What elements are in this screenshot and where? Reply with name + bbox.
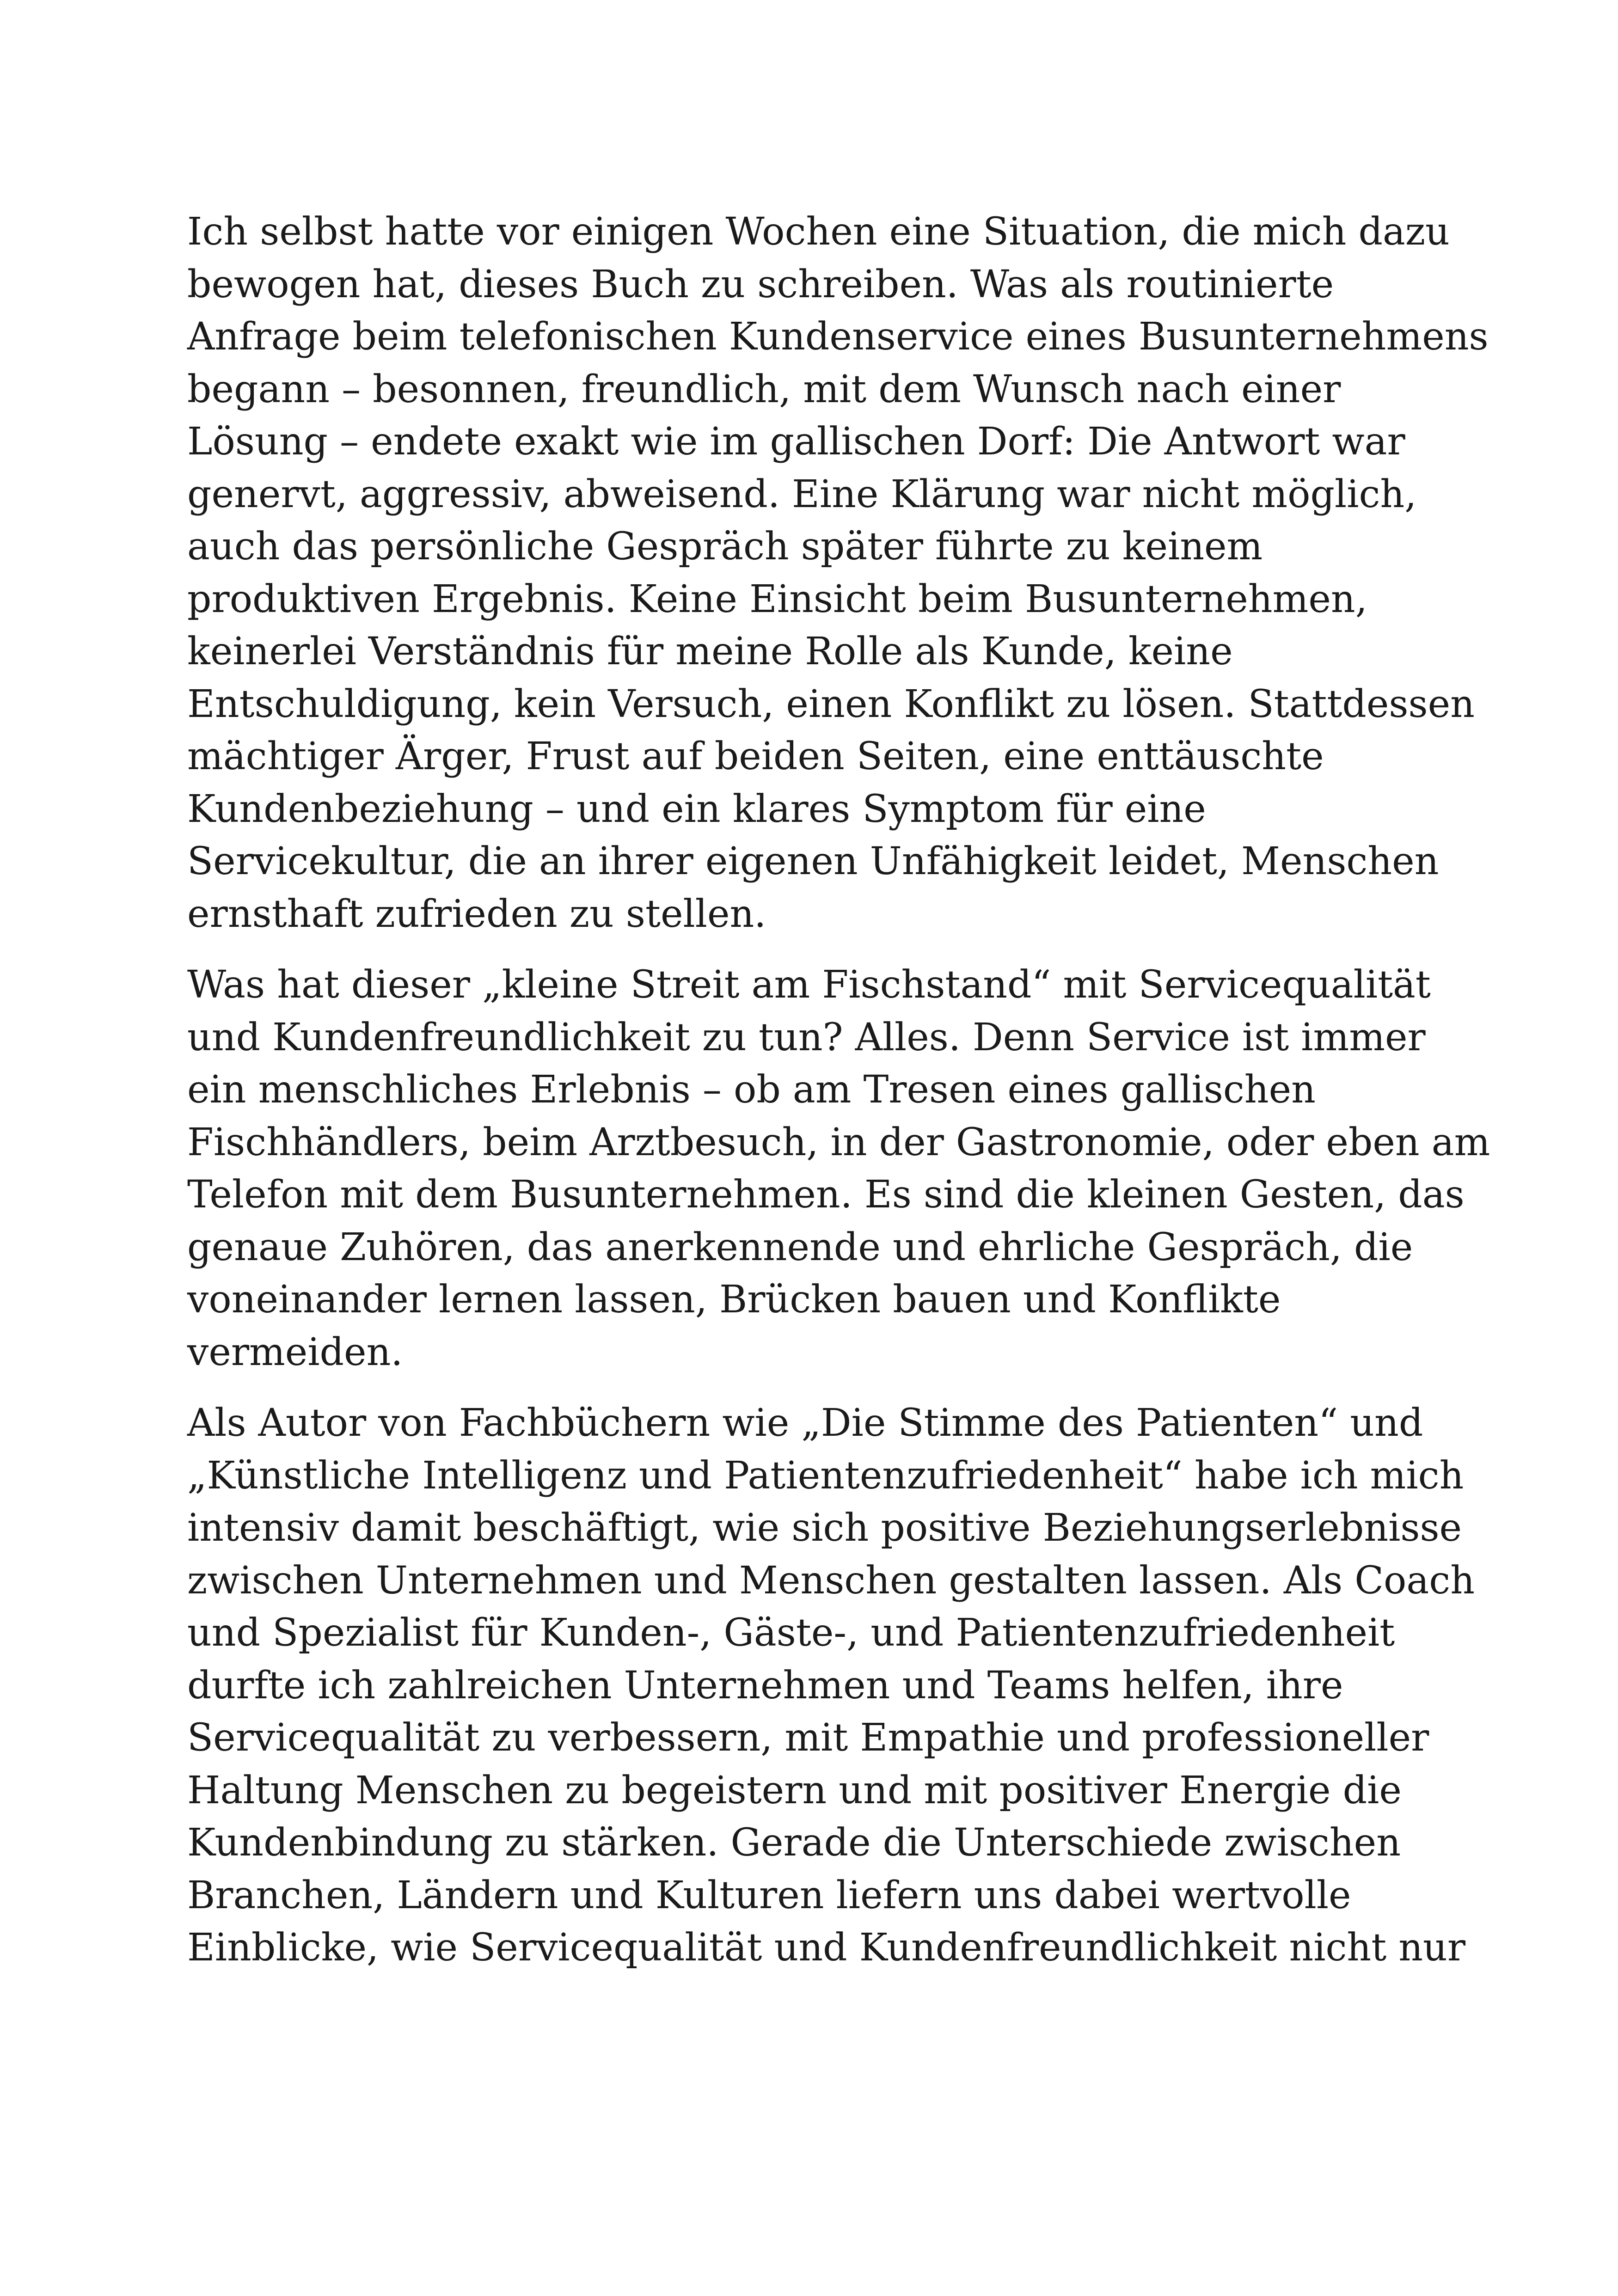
text-line: Telefon mit dem Busunternehmen. Es sind die kleinen Gesten, das bbox=[187, 1173, 1465, 1217]
text-line: mächtiger Ärger, Frust auf beiden Seiten, eine enttäuschte bbox=[187, 735, 1324, 778]
text-line: auch das persönliche Gespräch später führte zu keinem bbox=[187, 525, 1263, 569]
text-line: Haltung Menschen zu begeistern und mit positiver Energie die bbox=[187, 1768, 1402, 1812]
text-line: ernsthaft zufrieden zu stellen. bbox=[187, 892, 766, 936]
text-line: Fischhändlers, beim Arztbesuch, in der Gastronomie, oder eben am bbox=[187, 1120, 1490, 1164]
text-line: und Kundenfreundlichkeit zu tun? Alles. Denn Service ist immer bbox=[187, 1015, 1426, 1059]
text-line: begann – besonnen, freundlich, mit dem Wunsch nach einer bbox=[187, 367, 1341, 411]
text-line: Kundenbindung zu stärken. Gerade die Unterschiede zwischen bbox=[187, 1821, 1401, 1865]
text-line: Servicequalität zu verbessern, mit Empathie und professioneller bbox=[187, 1716, 1429, 1760]
text-line: vermeiden. bbox=[187, 1330, 403, 1374]
paragraph-1 bbox=[187, 206, 1489, 940]
text-line: und Spezialist für Kunden-, Gäste-, und Patientenzufriedenheit bbox=[187, 1611, 1395, 1655]
text-line: Lösung – endete exakt wie im gallischen Dorf: Die Antwort war bbox=[187, 420, 1405, 464]
text-line: produktiven Ergebnis. Keine Einsicht beim Busunternehmen, bbox=[187, 577, 1367, 621]
text-line: Kundenbeziehung – und ein klares Symptom für eine bbox=[187, 787, 1206, 831]
text-line: „Künstliche Intelligenz und Patientenzufriedenheit“ habe ich mich bbox=[187, 1453, 1464, 1498]
text-line: keinerlei Verständnis für meine Rolle als Kunde, keine bbox=[187, 630, 1233, 673]
text-line: bewogen hat, dieses Buch zu schreiben. Was als routinierte bbox=[187, 262, 1334, 306]
text-line: Als Autor von Fachbüchern wie „Die Stimme des Patienten“ und bbox=[187, 1401, 1423, 1445]
text-line: ein menschliches Erlebnis – ob am Tresen eines gallischen bbox=[187, 1068, 1316, 1112]
text-line: genervt, aggressiv, abweisend. Eine Klärung war nicht möglich, bbox=[187, 472, 1417, 516]
text-line: Servicekultur, die an ihrer eigenen Unfähigkeit leidet, Menschen bbox=[187, 839, 1439, 883]
text-line: Branchen, Ländern und Kulturen liefern uns dabei wertvolle bbox=[187, 1873, 1351, 1917]
paragraph-3 bbox=[187, 1397, 1475, 1974]
text-line: Anfrage beim telefonischen Kundenservice eines Busunternehmens bbox=[187, 315, 1489, 359]
text-line: genaue Zuhören, das anerkennende und ehrliche Gespräch, die bbox=[187, 1225, 1413, 1269]
text-line: Ich selbst hatte vor einigen Wochen eine Situation, die mich dazu bbox=[187, 210, 1450, 254]
text-line: Einblicke, wie Servicequalität und Kundenfreundlichkeit nicht nur bbox=[187, 1926, 1466, 1970]
paragraph-2 bbox=[187, 959, 1490, 1378]
text-line: Was hat dieser „kleine Streit am Fischstand“ mit Servicequalität bbox=[187, 963, 1431, 1007]
text-line: zwischen Unternehmen und Menschen gestalten lassen. Als Coach bbox=[187, 1558, 1475, 1603]
text-line: voneinander lernen lassen, Brücken bauen und Konflikte bbox=[187, 1278, 1281, 1322]
text-line: durfte ich zahlreichen Unternehmen und Teams helfen, ihre bbox=[187, 1663, 1343, 1708]
text-line: intensiv damit beschäftigt, wie sich positive Beziehungserlebnisse bbox=[187, 1506, 1462, 1550]
text-line: Entschuldigung, kein Versuch, einen Konflikt zu lösen. Stattdessen bbox=[187, 682, 1475, 726]
body-text bbox=[187, 206, 1490, 1993]
